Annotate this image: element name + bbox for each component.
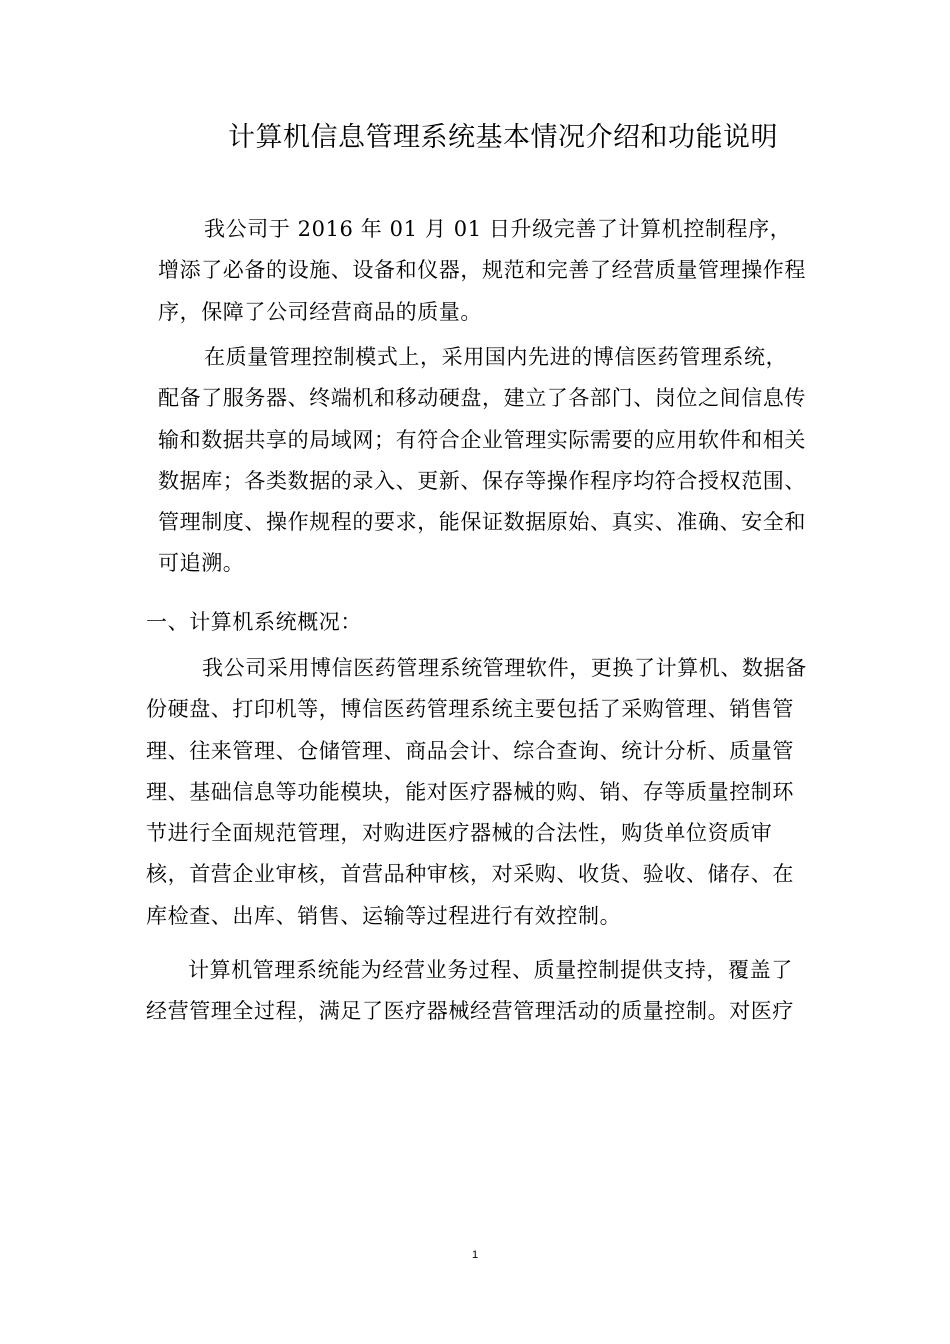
page-number: 1 — [471, 1249, 479, 1261]
section-paragraph-2: 计算机管理系统能为经营业务过程、质量控制提供支持，覆盖了经营管理全过程，满足了医疗器械经营管理活动的质量控制。对医疗 — [146, 958, 794, 1024]
intro-paragraph-1: 我公司于 2016 年 01 月 01 日升级完善了计算机控制程序，增添了必备的设施、设备和仪器，规范和完善了经营质量管理操作程序，保障了公司经营商品的质量。 — [158, 217, 806, 324]
intro-paragraph-2: 在质量管理控制模式上，采用国内先进的博信医药管理系统，配备了服务器、终端机和移动硬盘，建立了各部门、岗位之间信息传输和数据共享的局域网；有符合企业管理实际需要的应用软件和相关数据库；各类数据的录入、更新、保存等操作程序均符合授权范围、管理制度、操作规程的要求，能保证数据原始、真实、准确、安全和可追溯。 — [158, 345, 806, 576]
document-title: 计算机信息管理系统基本情况介绍和功能说明 — [228, 122, 778, 153]
section-heading: 一、计算机系统概况： — [146, 610, 362, 634]
section-paragraph-1: 我公司采用博信医药管理系统管理软件，更换了计算机、数据备份硬盘、打印机等，博信医药管理系统主要包括了采购管理、销售管理、往来管理、仓储管理、商品会计、综合查询、统计分析、质量管理、基础信息等功能模块，能对医疗器械的购、销、存等质量控制环节进行全面规范管理，对购进医疗器械的合法性，购货单位资质审核，首营企业审核，首营品种审核，对采购、收货、验收、储存、在库检查、出库、销售、运输等过程进行有效控制。 — [146, 656, 807, 928]
